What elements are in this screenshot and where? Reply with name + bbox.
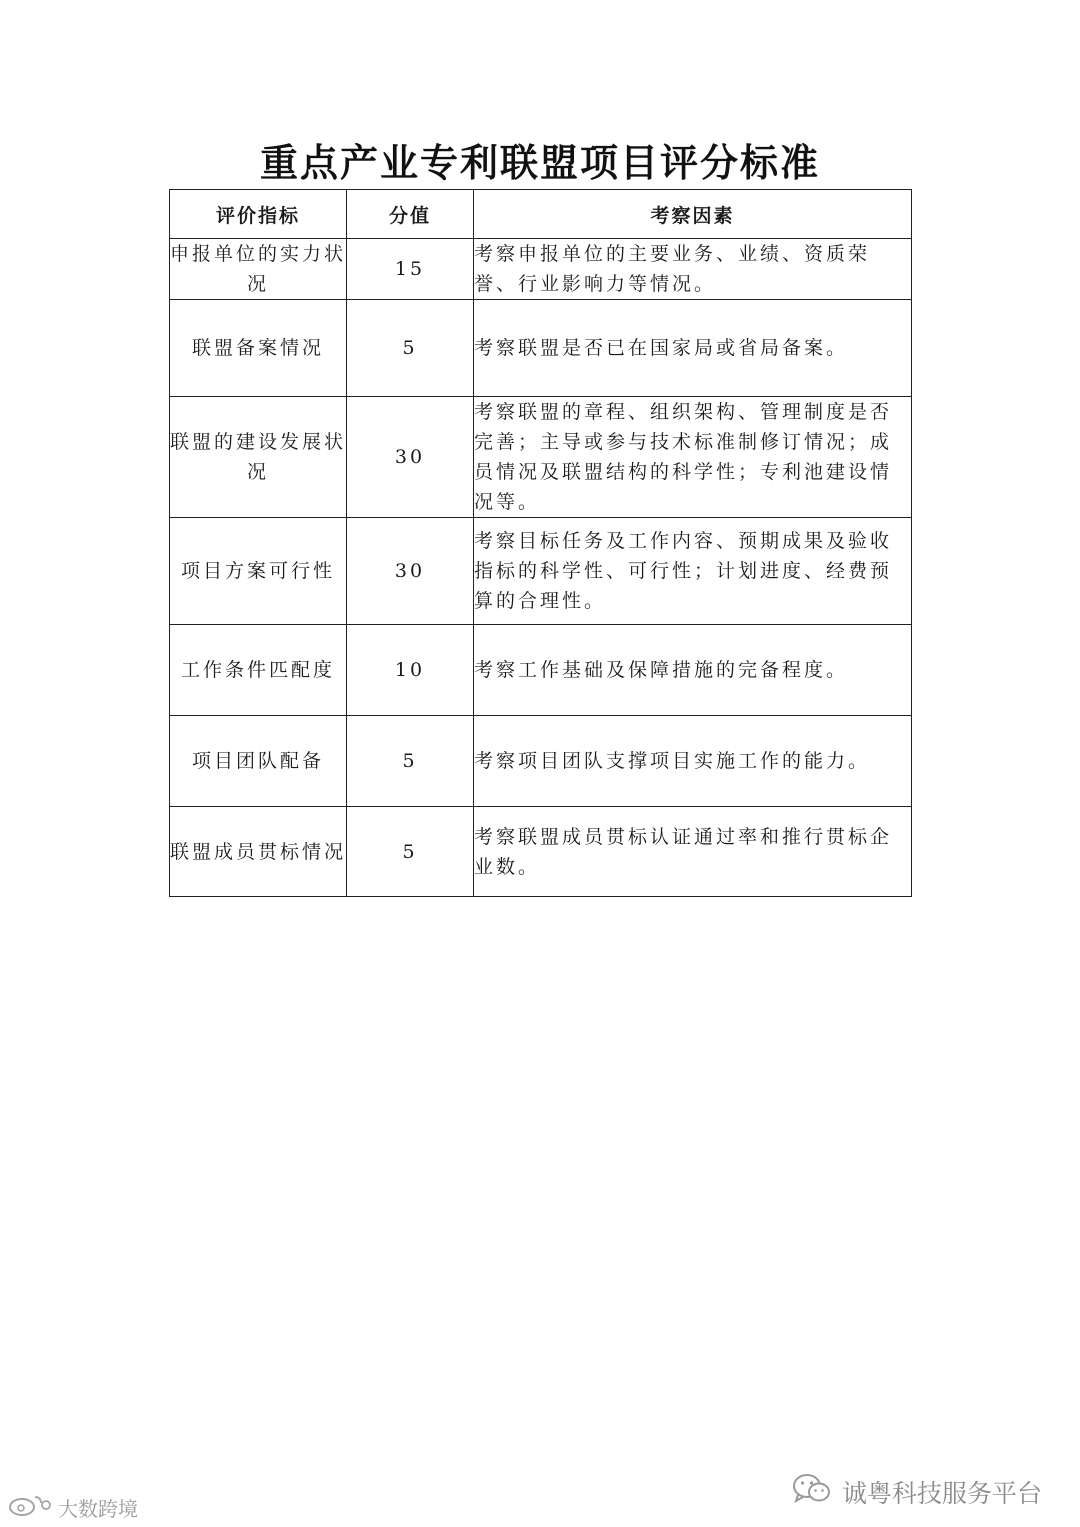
table-row (170, 397, 912, 518)
criteria-name: 工作条件匹配度 (170, 625, 347, 716)
table-row (170, 300, 912, 397)
wechat-account-name: 诚粤科技服务平台 (841, 1479, 1042, 1508)
criteria-description: 考察联盟成员贯标认证通过率和推行贯标企业数。 (474, 807, 912, 897)
table-row (170, 625, 912, 716)
header-factors: 考察因素 (474, 190, 912, 239)
criteria-name: 联盟成员贯标情况 (170, 807, 347, 897)
criteria-description: 考察项目团队支撑项目实施工作的能力。 (474, 716, 912, 807)
criteria-name: 申报单位的实力状况 (170, 239, 347, 300)
criteria-score: 5 (347, 716, 474, 807)
weibo-watermark (8, 1492, 138, 1523)
criteria-score: 15 (347, 239, 474, 300)
header-criteria: 评价指标 (170, 190, 347, 239)
table-row (170, 716, 912, 807)
table-row (170, 807, 912, 897)
criteria-name: 联盟备案情况 (170, 300, 347, 397)
criteria-score: 30 (347, 518, 474, 625)
table-row (170, 518, 912, 625)
header-score: 分值 (347, 190, 474, 239)
scoring-table (169, 189, 912, 897)
criteria-name: 联盟的建设发展状况 (170, 397, 347, 518)
table-header-row (170, 190, 912, 239)
criteria-score: 5 (347, 807, 474, 897)
criteria-description: 考察联盟的章程、组织架构、管理制度是否完善；主导或参与技术标准制修订情况；成员情况及联盟结构的科学性；专利池建设情况等。 (474, 397, 912, 518)
criteria-name: 项目团队配备 (170, 716, 347, 807)
criteria-description: 考察工作基础及保障措施的完备程度。 (474, 625, 912, 716)
weibo-icon (8, 1492, 52, 1523)
table-row (170, 239, 912, 300)
criteria-description: 考察联盟是否已在国家局或省局备案。 (474, 300, 912, 397)
weibo-account-name: 大数跨境 (58, 1497, 138, 1521)
criteria-description: 考察申报单位的主要业务、业绩、资质荣誉、行业影响力等情况。 (474, 239, 912, 300)
criteria-name: 项目方案可行性 (170, 518, 347, 625)
criteria-description: 考察目标任务及工作内容、预期成果及验收指标的科学性、可行性；计划进度、经费预算的合理性。 (474, 518, 912, 625)
wechat-icon (792, 1472, 832, 1512)
wechat-watermark (792, 1472, 1042, 1512)
criteria-score: 5 (347, 300, 474, 397)
criteria-score: 10 (347, 625, 474, 716)
criteria-score: 30 (347, 397, 474, 518)
page-title: 重点产业专利联盟项目评分标准 (259, 141, 820, 185)
